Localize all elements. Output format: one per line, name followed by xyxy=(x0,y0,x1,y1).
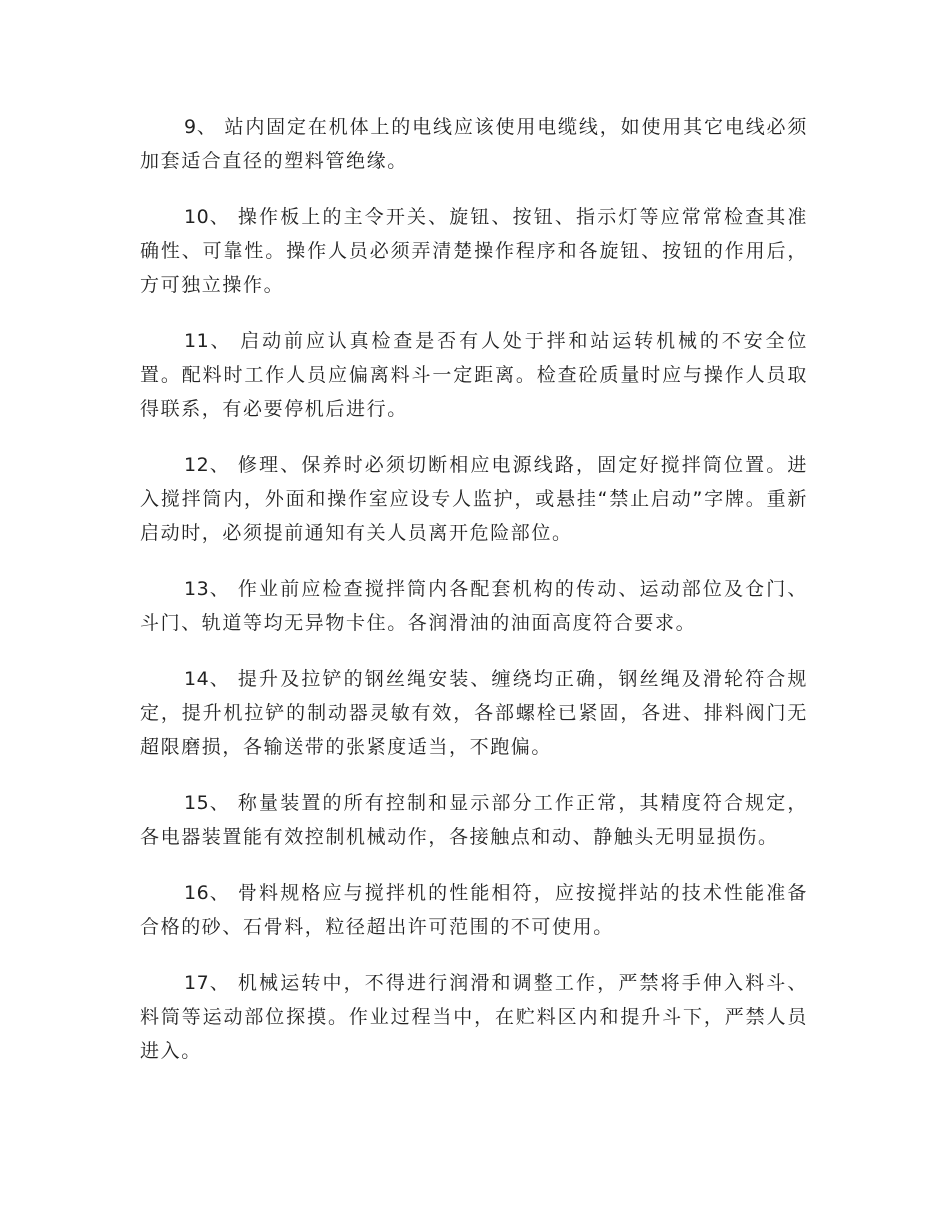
clause-16 xyxy=(140,876,808,944)
clause-12 xyxy=(140,448,808,550)
clause-15 xyxy=(140,786,808,854)
clause-text: 站内固定在机体上的电线应该使用电缆线，如使用其它电线必须加套适合直径的塑料管绝缘。 xyxy=(140,116,808,172)
clause-text: 称量装置的所有控制和显示部分工作正常，其精度符合规定，各电器装置能有效控制机械动作，各接触点和动、静触头无明显损伤。 xyxy=(140,792,808,848)
clause-14 xyxy=(140,662,808,764)
clause-number: 17、 xyxy=(184,972,230,994)
clause-17 xyxy=(140,966,808,1068)
clause-number: 13、 xyxy=(184,578,230,600)
clause-number: 14、 xyxy=(184,668,230,690)
clause-number: 12、 xyxy=(184,454,230,476)
clause-text: 机械运转中，不得进行润滑和调整工作，严禁将手伸入料斗、料筒等运动部位探摸。作业过程当中，在贮料区内和提升斗下，严禁人员进入。 xyxy=(140,972,808,1062)
clause-text: 操作板上的主令开关、旋钮、按钮、指示灯等应常常检查其准确性、可靠性。操作人员必须弄清楚操作程序和各旋钮、按钮的作用后，方可独立操作。 xyxy=(140,206,808,296)
clause-text: 提升及拉铲的钢丝绳安装、缠绕均正确，钢丝绳及滑轮符合规定，提升机拉铲的制动器灵敏有效，各部螺栓已紧固，各进、排料阀门无超限磨损，各输送带的张紧度适当，不跑偏。 xyxy=(140,668,808,758)
clause-number: 11、 xyxy=(184,330,232,352)
clause-text: 修理、保养时必须切断相应电源线路，固定好搅拌筒位置。进入搅拌筒内，外面和操作室应设专人监护，或悬挂“禁止启动”字牌。重新启动时，必须提前通知有关人员离开危险部位。 xyxy=(140,454,808,544)
clause-10 xyxy=(140,200,808,302)
clause-number: 9、 xyxy=(184,116,217,138)
clause-9 xyxy=(140,110,808,178)
document-body xyxy=(140,110,808,1090)
clause-number: 16、 xyxy=(184,882,230,904)
clause-13 xyxy=(140,572,808,640)
clause-text: 作业前应检查搅拌筒内各配套机构的传动、运动部位及仓门、斗门、轨道等均无异物卡住。各润滑油的油面高度符合要求。 xyxy=(140,578,808,634)
clause-number: 15、 xyxy=(184,792,230,814)
clause-11 xyxy=(140,324,808,426)
clause-text: 启动前应认真检查是否有人处于拌和站运转机械的不安全位置。配料时工作人员应偏离料斗一定距离。检查砼质量时应与操作人员取得联系，有必要停机后进行。 xyxy=(140,330,808,420)
clause-text: 骨料规格应与搅拌机的性能相符，应按搅拌站的技术性能准备合格的砂、石骨料，粒径超出许可范围的不可使用。 xyxy=(140,882,808,938)
clause-number: 10、 xyxy=(184,206,230,228)
